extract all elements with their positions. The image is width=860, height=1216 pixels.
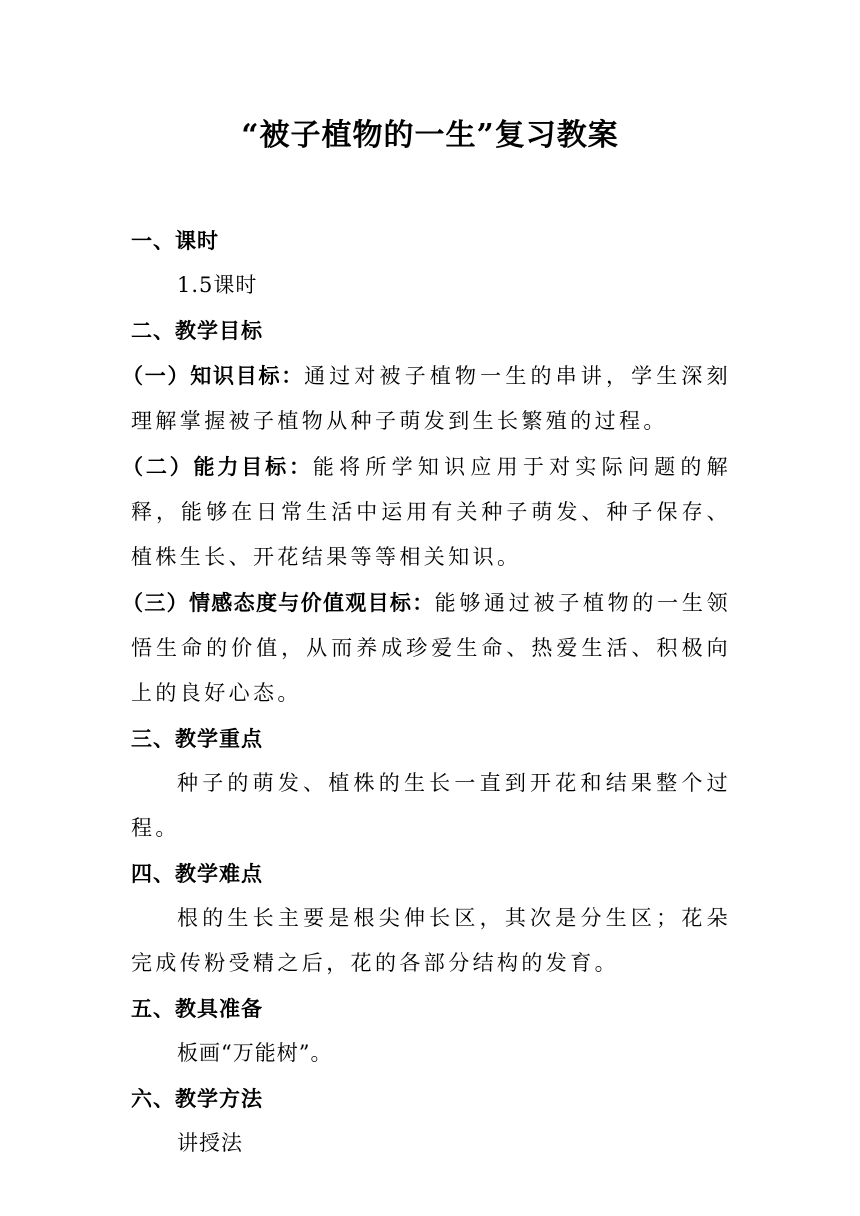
- goal-ability-text: 能将所学知识应用于对实际问题的解释，能够在日常生活中运用有关种子萌发、种子保存、植株生长、开花结果等等相关知识。: [131, 455, 732, 569]
- goal-attitude-text: 能够通过被子植物的一生领悟生命的价值，从而养成珍爱生命、热爱生活、积极向上的良好心态。: [131, 591, 731, 705]
- goal-attitude: [122, 580, 731, 716]
- section-heading-key-points: 三、教学重点: [131, 726, 263, 751]
- section-heading-teaching-aids: 五、教具准备: [131, 996, 263, 1021]
- section-body-class-hours: 1.5课时: [177, 273, 258, 297]
- goal-knowledge-text: 通过对被子植物一生的串讲，学生深刻理解掌握被子植物从种子萌发到生长繁殖的过程。: [131, 364, 731, 433]
- section-body-teaching-methods: 讲授法: [177, 1131, 243, 1155]
- document-body: [122, 218, 732, 1166]
- section-body-difficulties: 根的生长主要是根尖伸长区，其次是分生区；花朵完成传粉受精之后，花的各部分结构的发育。: [131, 906, 731, 975]
- document-title: “被子植物的一生”复习教案: [241, 118, 619, 153]
- section-heading-class-hours: 一、课时: [131, 228, 219, 253]
- goal-knowledge-label: （一）知识目标：: [122, 363, 305, 388]
- section-body-key-points: 种子的萌发、植株的生长一直到开花和结果整个过程。: [131, 771, 731, 840]
- section-heading-teaching-methods: 六、教学方法: [131, 1086, 263, 1111]
- section-heading-difficulties: 四、教学难点: [131, 861, 263, 886]
- section-heading-teaching-goals: 二、教学目标: [131, 318, 263, 343]
- section-body-teaching-aids: 板画“万能树”。: [177, 1041, 333, 1065]
- goal-ability: [122, 444, 732, 580]
- goal-attitude-label: （三）情感态度与价值观目标：: [122, 590, 435, 615]
- goal-knowledge: [122, 353, 731, 444]
- goal-ability-label: （二）能力目标：: [122, 454, 313, 479]
